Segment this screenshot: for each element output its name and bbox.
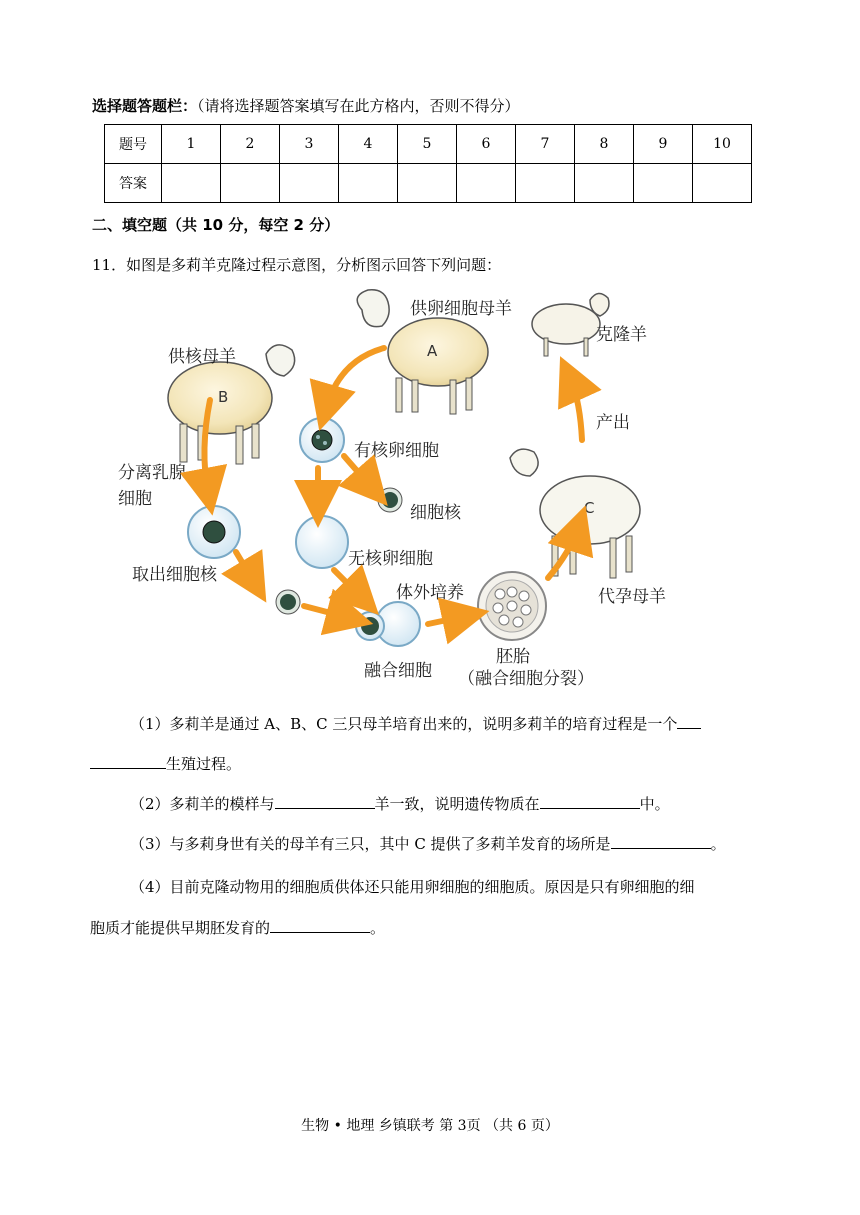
answer-header-note: （请将选择题答案填写在此方格内，否则不得分） bbox=[197, 97, 520, 115]
question-3-text-b: 。 bbox=[710, 835, 726, 853]
question-1-blank-continued[interactable] bbox=[90, 752, 166, 769]
label-nucleated-egg: 有核卵细胞 bbox=[354, 441, 439, 461]
label-embryo: 胚胎 bbox=[496, 647, 530, 667]
section-two-title: 二、填空题（共 10 分，每空 2 分） bbox=[92, 216, 340, 234]
label-in-vitro: 体外培养 bbox=[396, 583, 464, 603]
label-b: B bbox=[218, 388, 229, 406]
label-clone: 克隆羊 bbox=[596, 325, 647, 345]
table-cell-header: 题号 bbox=[105, 125, 162, 164]
table-cell-number: 6 bbox=[457, 125, 516, 164]
table-cell-number: 10 bbox=[693, 125, 752, 164]
arrow-nucleus-to-fusion bbox=[304, 606, 350, 618]
answer-table bbox=[104, 124, 752, 203]
question-1-text-b: 生殖过程。 bbox=[166, 755, 242, 773]
table-cell-number: 5 bbox=[398, 125, 457, 164]
question-2-text-a: （2）多莉羊的模样与 bbox=[130, 795, 275, 813]
answer-cell[interactable] bbox=[693, 164, 752, 203]
table-cell-number: 3 bbox=[280, 125, 339, 164]
label-nucleus: 细胞核 bbox=[410, 503, 461, 523]
table-cell-number: 2 bbox=[221, 125, 280, 164]
sheep-c-icon bbox=[510, 449, 640, 578]
question-1-blank[interactable] bbox=[677, 712, 701, 729]
question-4-text-c: 。 bbox=[370, 919, 386, 937]
label-embryo-note: （融合细胞分裂） bbox=[458, 669, 594, 689]
arrow-egg-from-a bbox=[326, 348, 384, 408]
answer-header-bold: 选择题答题栏： bbox=[92, 97, 198, 115]
question-1-line-2 bbox=[90, 752, 241, 774]
cloning-diagram bbox=[100, 280, 760, 700]
table-cell-number: 7 bbox=[516, 125, 575, 164]
label-fused-cell: 融合细胞 bbox=[364, 661, 432, 681]
question-2-blank-1[interactable] bbox=[275, 792, 375, 809]
arrow-egg-to-fusion bbox=[334, 570, 362, 598]
question-2-text-b: 羊一致，说明遗传物质在 bbox=[374, 795, 540, 813]
table-cell-number: 9 bbox=[634, 125, 693, 164]
nucleus-cell-icon bbox=[378, 488, 402, 512]
fused-cell-icon bbox=[356, 602, 420, 646]
question-4-line-2 bbox=[90, 916, 385, 938]
answer-cell[interactable] bbox=[339, 164, 398, 203]
question-4-blank[interactable] bbox=[270, 916, 370, 933]
question-4-text-b: 胞质才能提供早期胚发育的 bbox=[90, 919, 271, 937]
question-3-blank[interactable] bbox=[611, 832, 711, 849]
arrow-to-embryo bbox=[428, 616, 466, 624]
label-surrogate: 代孕母羊 bbox=[598, 587, 666, 607]
page-footer: 生物 • 地理 乡镇联考 第 3页 （共 6 页） bbox=[301, 1118, 559, 1134]
question-3-line bbox=[130, 832, 726, 854]
question-3-text-a: （3）与多莉身世有关的母羊有三只，其中 C 提供了多莉羊发育的场所是 bbox=[130, 835, 611, 853]
nucleated-egg-cell-icon bbox=[300, 418, 344, 462]
answer-cell[interactable] bbox=[575, 164, 634, 203]
arrow-output bbox=[570, 378, 582, 440]
answer-table-answer-row bbox=[105, 164, 752, 203]
answer-section-header bbox=[92, 95, 520, 116]
question-2-blank-2[interactable] bbox=[540, 792, 640, 809]
answer-cell[interactable] bbox=[457, 164, 516, 203]
answer-cell[interactable] bbox=[221, 164, 280, 203]
question-1-text-a: （1）多莉羊是通过 A、B、C 三只母羊培育出来的，说明多莉羊的培育过程是一个 bbox=[130, 715, 678, 733]
question-2-text-c: 中。 bbox=[639, 795, 670, 813]
arrow-remove-nucleus bbox=[236, 552, 254, 582]
question-11-stem: 11．如图是多莉羊克隆过程示意图，分析图示回答下列问题： bbox=[92, 256, 502, 274]
answer-cell[interactable] bbox=[634, 164, 693, 203]
question-1-line-1 bbox=[130, 712, 701, 734]
mammary-cell-icon bbox=[188, 506, 240, 558]
label-separate-1: 分离乳腺 bbox=[118, 463, 186, 483]
label-donor-nucleus: 供核母羊 bbox=[168, 347, 236, 367]
label-donor-egg: 供卵细胞母羊 bbox=[410, 299, 512, 319]
question-2-line bbox=[130, 792, 670, 814]
label-a: A bbox=[427, 342, 438, 360]
answer-table-number-row bbox=[105, 125, 752, 164]
answer-cell[interactable] bbox=[280, 164, 339, 203]
arrow-mammary-from-b bbox=[204, 400, 210, 492]
answer-cell[interactable] bbox=[398, 164, 457, 203]
question-4-line-1 bbox=[130, 876, 695, 897]
embryo-icon bbox=[478, 572, 546, 640]
table-cell-number: 1 bbox=[162, 125, 221, 164]
table-cell-number: 4 bbox=[339, 125, 398, 164]
label-enucleated-egg: 无核卵细胞 bbox=[348, 549, 433, 569]
free-nucleus-icon bbox=[276, 590, 300, 614]
table-cell-number: 8 bbox=[575, 125, 634, 164]
enucleated-egg-cell-icon bbox=[296, 516, 348, 568]
label-c: C bbox=[584, 499, 595, 517]
answer-cell[interactable] bbox=[162, 164, 221, 203]
table-cell-header: 答案 bbox=[105, 164, 162, 203]
label-remove-nucleus: 取出细胞核 bbox=[132, 565, 217, 585]
answer-cell[interactable] bbox=[516, 164, 575, 203]
label-output: 产出 bbox=[596, 413, 630, 433]
question-4-text-a: （4）目前克隆动物用的细胞质供体还只能用卵细胞的细胞质。原因是只有卵细胞的细 bbox=[130, 878, 695, 896]
label-separate-2: 细胞 bbox=[118, 489, 152, 509]
